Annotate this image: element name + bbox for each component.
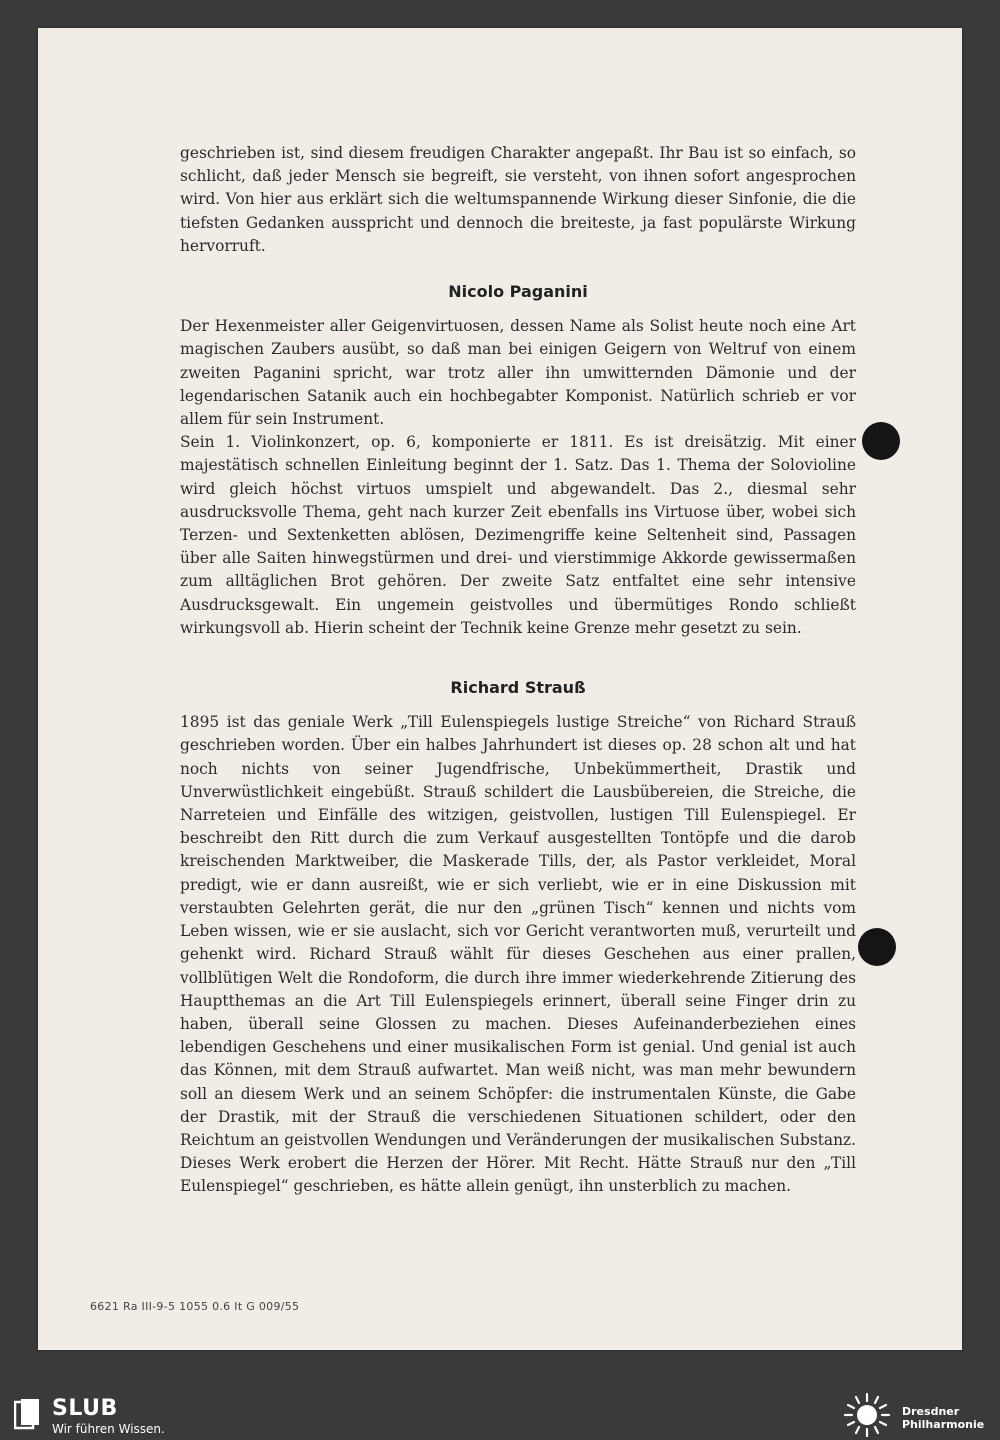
punch-hole-lower	[858, 928, 896, 966]
page-content	[180, 142, 856, 1199]
philharmonie-logo-text	[902, 1405, 984, 1431]
philharmonie-line-1: Dresdner	[902, 1405, 960, 1418]
strauss-paragraph: 1895 ist das geniale Werk „Till Eulenspiegels lustige Streiche“ von Richard Strauß geschrieben worden. Über ein halbes Jahrhundert ist dieses op. 28 schon alt und hat noch nichts von seiner Jugendfrische, Unbekümmertheit, Drastik und Unverwüstlichkeit eingebüßt. Strauß schildert die Lausbübereien, die Streiche, die Narreteien und Einfälle des witzigen, geistvollen, lustigen Till Eulenspiegel. Er beschreibt den Ritt durch die zum Verkauf ausgestellten Tontöpfe und die darob kreischenden Marktweiber, die Maskerade Tills, der, als Pastor verkleidet, Moral predigt, wie er dann ausreißt, wie er sich verliebt, wie er in eine Diskussion mit verstaubten Gelehrten gerät, die nur den „grünen Tisch“ kennen und nichts vom Leben wissen, wie er sie auslacht, sich vor Gericht verantworten muß, verurteilt und gehenkt wird. Richard Strauß wählt für dieses Geschehen aus einer prallen, vollblütigen Welt die Rondoform, die durch ihre immer wiederkehrende Zitierung des Hauptthemas an die Art Till Eulenspiegels erinnert, überall seine Finger drin zu haben, überall seine Glossen zu machen. Dieses Aufeinanderbeziehen eines lebendigen Geschehens und einer musikalischen Form ist genial. Und genial ist auch das Können, mit dem Strauß aufwartet. Man weiß nicht, was man mehr bewundern soll an diesem Werk und an seinem Schöpfer: die instrumentalen Künste, die Gabe der Drastik, mit der Strauß die verschiedenen Situationen schildert, oder den Reichtum an geistvollen Wendungen und Veränderungen der musikalischen Substanz. Dieses Werk erobert die Herzen der Hörer. Mit Recht. Hätte Strauß nur den „Till Eulenspiegel“ geschrieben, es hätte allein genügt, ihn unsterblich zu machen.	[180, 713, 856, 1196]
viewer-footer	[0, 1390, 1000, 1440]
punch-hole-upper	[862, 422, 900, 460]
print-code: 6621 Ra III-9-5 1055 0.6 It G 009/55	[90, 1300, 300, 1313]
philharmonie-sunburst-icon	[842, 1392, 892, 1438]
paganini-paragraph-1: Der Hexenmeister aller Geigenvirtuosen, dessen Name als Solist heute noch eine Art magischen Zaubers ausübt, so daß man bei einigen Geigern von Weltruf von einem zweiten Paganini spricht, war trotz aller ihn umwitternden Dämonie und der legendarischen Satanik auch ein hochbegabter Komponist. Natürlich schrieb er vor allem für sein Instrument.	[180, 317, 856, 429]
slub-tagline: Wir führen Wissen.	[52, 1422, 165, 1436]
slub-book-icon	[14, 1398, 40, 1430]
intro-paragraph: geschrieben ist, sind diesem freudigen Charakter angepaßt. Ihr Bau ist so einfach, so schlicht, daß jeder Mensch sie begreift, sie versteht, von ihnen sofort angesprochen wird. Von hier aus erklärt sich die weltumspannende Wirkung dieser Sinfonie, die die tiefsten Gedanken ausspricht und dennoch die breiteste, ja fast populärste Wirkung hervorruft.	[180, 144, 856, 255]
heading-paganini: Nicolo Paganini	[448, 282, 588, 302]
slub-logo-text: SLUB	[52, 1396, 118, 1421]
heading-strauss: Richard Strauß	[450, 678, 586, 698]
scanned-page	[38, 28, 962, 1350]
philharmonie-line-2: Philharmonie	[902, 1418, 985, 1431]
paganini-paragraph-2: Sein 1. Violinkonzert, op. 6, komponierte er 1811. Es ist dreisätzig. Mit einer majestätisch schnellen Einleitung beginnt der 1. Satz. Das 1. Thema der Solovioline wird gleich höchst virtuos umspielt und abgewandelt. Das 2., diesmal sehr ausdrucksvolle Thema, geht nach kurzer Zeit ebenfalls ins Virtuose über, wobei sich Terzen- und Sextenketten ablösen, Dezimengriffe keine Seltenheit sind, Passagen über alle Saiten hinwegstürmen und drei- und vierstimmige Akkorde gewissermaßen zum alltäglichen Brot gehören. Der zweite Satz entfaltet eine sehr intensive Ausdrucksgewalt. Ein ungemein geistvolles und übermütiges Rondo schließt wirkungsvoll ab. Hierin scheint der Technik keine Grenze mehr gesetzt zu sein.	[180, 433, 856, 637]
